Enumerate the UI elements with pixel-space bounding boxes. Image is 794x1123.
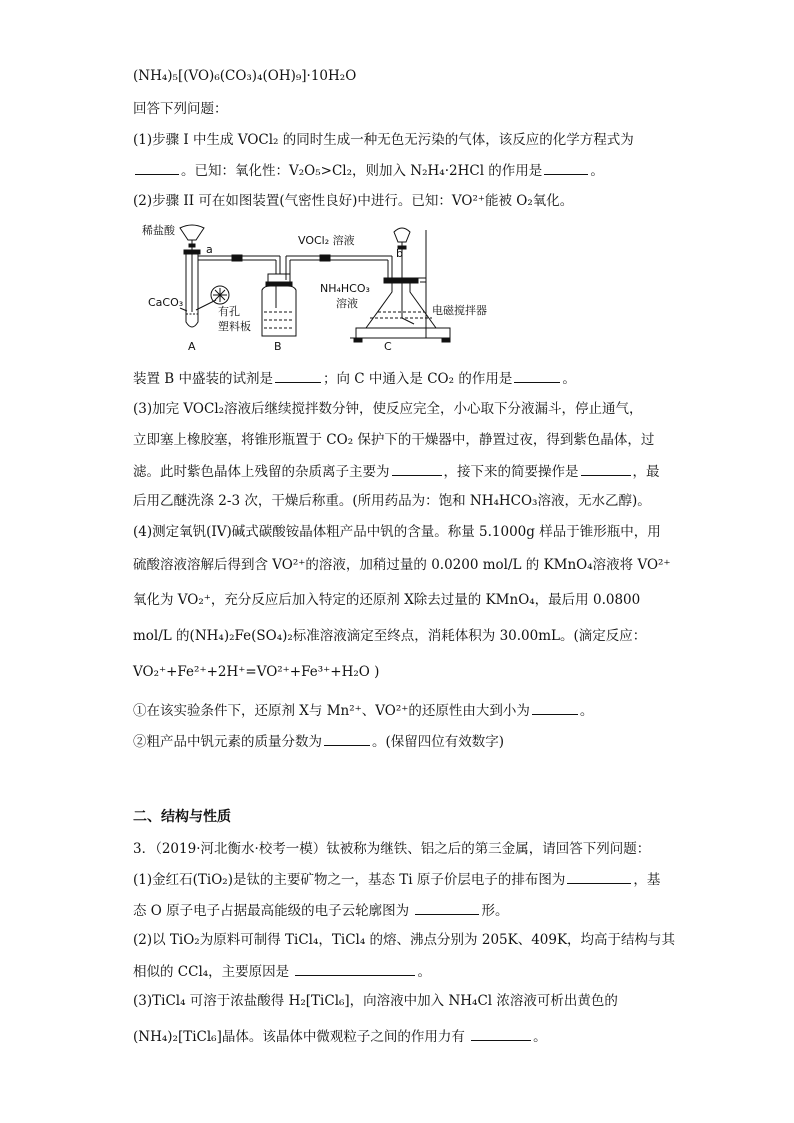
text-line xyxy=(133,461,660,482)
label-vocl2: VOCl₂ 溶液 xyxy=(298,234,355,247)
text-line xyxy=(133,900,508,921)
section-heading: 二、结构与性质 xyxy=(133,809,231,825)
text-segment: 。 xyxy=(417,964,431,980)
tube-b-c xyxy=(286,255,392,282)
text-segment: ，接下来的简要操作是 xyxy=(443,464,579,480)
text-line: (2)步骤 II 可在如图装置(气密性良好)中进行。已知：VO²⁺能被 O₂氧化。 xyxy=(133,193,574,209)
label-nh4hco3-2: 溶液 xyxy=(336,297,358,310)
label-apparatus-c: C xyxy=(384,340,392,353)
text-segment: 。(保留四位有效数字) xyxy=(372,734,505,750)
answer-blank[interactable] xyxy=(532,700,578,715)
answer-blank[interactable] xyxy=(415,900,479,915)
text-line: (3)TiCl₄ 可溶于浓盐酸得 H₂[TiCl₆]，向溶液中加入 NH₄Cl 浓溶液可析出黄色的 xyxy=(133,993,618,1009)
text-line: 3．（2019·河北衡水·校考一模）钛被称为继铁、铝之后的第三金属，请回答下列问题： xyxy=(133,841,651,857)
text-line: mol/L 的(NH₄)₂Fe(SO₄)₂标准溶液滴定至终点，消耗体积为 30.00mL。(滴定反应： xyxy=(133,628,647,644)
answer-blank[interactable] xyxy=(135,160,179,175)
text-line: 回答下列问题： xyxy=(133,101,228,117)
text-segment: 。 xyxy=(590,163,604,179)
text-segment: ；向 C 中通入是 CO₂ 的作用是 xyxy=(323,371,513,387)
text-segment: ，基 xyxy=(633,872,661,888)
label-caco3: CaCO₃ xyxy=(148,296,184,309)
text-segment: ①在该实验条件下，还原剂 X与 Mn²⁺、VO²⁺的还原性由大到小为 xyxy=(133,703,530,719)
text-line: VO₂⁺+Fe²⁺+2H⁺=VO²⁺+Fe³⁺+H₂O ) xyxy=(133,664,380,680)
answer-blank[interactable] xyxy=(324,731,370,746)
label-stirrer: 电磁搅拌器 xyxy=(432,304,487,317)
text-segment: 态 O 原子电子占据最高能级的电子云轮廓图为 xyxy=(133,903,414,919)
text-segment: 。 xyxy=(533,1029,547,1045)
text-segment: 形。 xyxy=(481,903,509,919)
text-segment: 滤。此时紫色晶体上残留的杂质离子主要为 xyxy=(133,464,390,480)
text-segment: (NH₄)₂[TiCl₆]晶体。该晶体中微观粒子之间的作用力有 xyxy=(133,1029,470,1045)
answer-blank[interactable] xyxy=(581,461,631,476)
answer-blank[interactable] xyxy=(392,461,442,476)
answer-blank[interactable] xyxy=(471,1026,531,1041)
answer-blank[interactable] xyxy=(514,368,560,383)
text-line: (3)加完 VOCl₂溶液后继续搅拌数分钟，使反应完全，小心取下分液漏斗，停止通气， xyxy=(133,401,643,417)
label-plate-2: 塑料板 xyxy=(218,320,251,333)
text-line: (1)步骤 I 中生成 VOCl₂ 的同时生成一种无色无污染的气体，该反应的化学方程式为 xyxy=(133,132,634,148)
text-line xyxy=(133,869,660,890)
text-line: 硫酸溶液溶解后得到含 VO²⁺的溶液，加稍过量的 0.0200 mol/L 的 KMnO₄溶液将 VO²⁺ xyxy=(133,557,671,573)
text-segment: 。 xyxy=(579,703,594,719)
answer-blank[interactable] xyxy=(567,869,631,884)
text-line xyxy=(133,368,576,389)
text-line: (NH₄)₅[(VO)₆(CO₃)₄(OH)₉]·10H₂O xyxy=(133,68,357,84)
text-segment: ，最 xyxy=(632,464,660,480)
answer-blank[interactable] xyxy=(295,961,415,976)
text-line xyxy=(133,160,604,181)
answer-blank[interactable] xyxy=(275,368,321,383)
apparatus-b xyxy=(262,256,296,336)
text-segment: ②粗产品中钒元素的质量分数为 xyxy=(133,734,322,750)
text-line: (4)测定氧钒(IV)碱式碳酸铵晶体粗产品中钒的含量。称量 5.1000g 样品于锥形瓶中，用 xyxy=(133,524,661,540)
label-apparatus-b: B xyxy=(274,340,282,353)
text-line xyxy=(133,1026,547,1047)
text-segment: 装置 B 中盛装的试剂是 xyxy=(133,371,274,387)
text-segment: (1)金红石(TiO₂)是钛的主要矿物之一，基态 Ti 原子价层电子的排布图为 xyxy=(133,872,566,888)
label-apparatus-a: A xyxy=(188,340,196,353)
text-line xyxy=(133,700,593,721)
text-line: 氧化为 VO₂⁺，充分反应后加入特定的还原剂 X除去过量的 KMnO₄，最后用 0.0800 xyxy=(133,592,641,608)
text-line: (2)以 TiO₂为原料可制得 TiCl₄，TiCl₄ 的熔、沸点分别为 205K、409K，均高于结构与其 xyxy=(133,932,676,948)
label-hcl: 稀盐酸 xyxy=(142,224,175,237)
label-b-valve: b xyxy=(396,247,403,260)
text-segment: 相似的 CCl₄，主要原因是 xyxy=(133,964,294,980)
label-plate-1: 有孔 xyxy=(218,305,240,318)
apparatus-figure xyxy=(140,220,510,355)
text-line xyxy=(133,961,431,982)
text-line: 后用乙醚洗涤 2-3 次，干燥后称重。(所用药品为：饱和 NH₄HCO₃溶液，无水乙醇)。 xyxy=(133,493,651,509)
text-segment: 。已知：氧化性：V₂O₅>Cl₂，则加入 N₂H₄·2HCl 的作用是 xyxy=(181,163,543,179)
text-segment: 。 xyxy=(562,371,576,387)
text-line xyxy=(133,731,504,752)
label-a-valve: a xyxy=(206,243,213,256)
label-nh4hco3-1: NH₄HCO₃ xyxy=(320,282,370,295)
text-line: 立即塞上橡胶塞，将锥形瓶置于 CO₂ 保护下的干燥器中，静置过夜，得到紫色晶体，过 xyxy=(133,432,655,448)
answer-blank[interactable] xyxy=(544,160,588,175)
